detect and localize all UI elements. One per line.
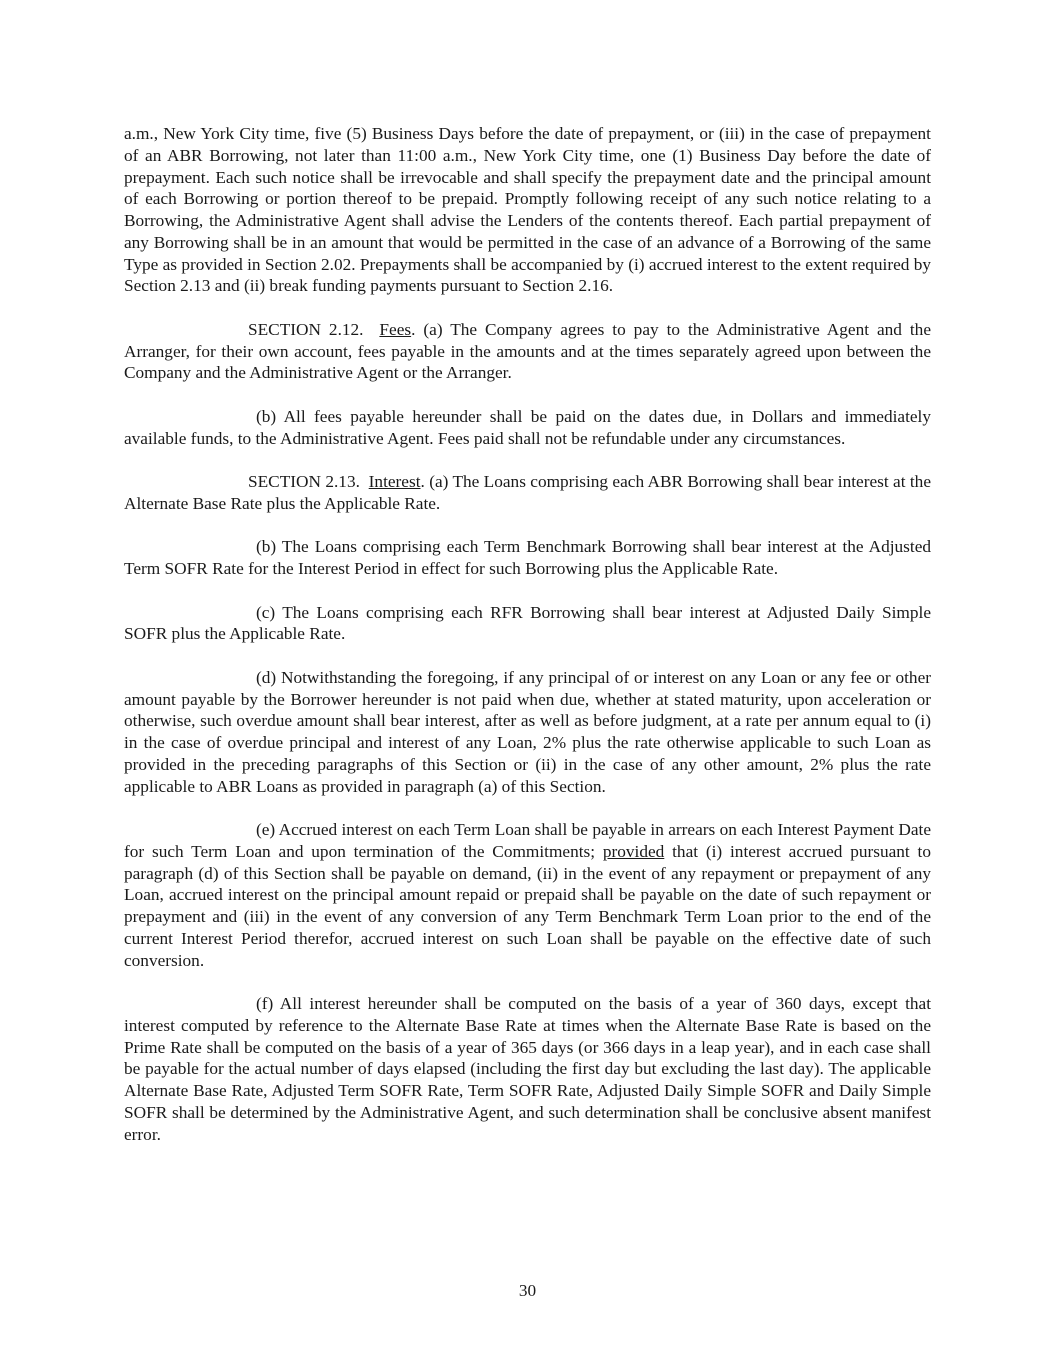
section-2-13-interest (124, 471, 931, 515)
section-body: . (a) The Company agrees to pay to the Administrative Agent and the Arranger, for their own account, fees payable in the amounts and at the times separately agreed upon between the Company and the Administrative Agent or the Arranger. (124, 319, 931, 383)
page-number: 30 (518, 1281, 537, 1300)
section-title: Interest (368, 472, 421, 491)
paragraph-2-13-e (124, 819, 931, 971)
section-number: SECTION 2.13. (248, 472, 360, 491)
provided-term: provided (602, 841, 665, 861)
section-title: Fees (379, 319, 412, 339)
section-number: SECTION 2.12. (248, 319, 364, 339)
paragraph-prepayment-continued: a.m., New York City time, five (5) Business Days before the date of prepayment, or (iii) in the case of prepayment of an ABR Borrowing, not later than 11:00 a.m., New York City time, one (1) Business Day before the date of prepayment. Each such notice shall be irrevocable and shall specify the prepayment date and the principal amount of each Borrowing or portion thereof to be prepaid. Promptly following receipt of any such notice relating to a Borrowing, the Administrative Agent shall advise the Lenders of the contents thereof. Each partial prepayment of any Borrowing shall be in an amount that would be permitted in the case of an advance of a Borrowing of the same Type as provided in Section 2.02. Prepayments shall be accompanied by (i) accrued interest to the extent required by Section 2.13 and (ii) break funding payments pursuant to Section 2.16. (124, 124, 931, 296)
document-page (124, 123, 931, 1167)
paragraph-2-13-b: (b) The Loans comprising each Term Benchmark Borrowing shall bear interest at the Adjusted Term SOFR Rate for the Interest Period in effect for such Borrowing plus the Applicable Rate. (124, 537, 931, 578)
section-body: . (a) The Loans comprising each ABR Borrowing shall bear interest at the Alternate Base Rate plus the Applicable Rate. (124, 472, 931, 513)
section-2-12-fees (124, 319, 931, 384)
paragraph-2-13-c: (c) The Loans comprising each RFR Borrowing shall bear interest at Adjusted Daily Simple SOFR plus the Applicable Rate. (124, 602, 931, 644)
paragraph-2-13-d: (d) Notwithstanding the foregoing, if any principal of or interest on any Loan or any fee or other amount payable by the Borrower hereunder is not paid when due, whether at stated maturity, upon acceleration or otherwise, such overdue amount shall bear interest, after as well as before judgment, at a rate per annum equal to (i) in the case of overdue principal and interest of any Loan, 2% plus the rate otherwise applicable to such Loan as provided in the preceding paragraphs of this Section or (ii) in the case of any other amount, 2% plus the rate applicable to ABR Loans as provided in paragraph (a) of this Section. (124, 667, 931, 796)
paragraph-2-12-b: (b) All fees payable hereunder shall be paid on the dates due, in Dollars and immediately available funds, to the Administrative Agent. Fees paid shall not be refundable under any circumstances. (124, 406, 931, 448)
paragraph-text: (e) Accrued interest on each Term Loan shall be payable in arrears on each Interest Payment Date for such Term Loan and upon termination of the Commitments; (124, 820, 931, 861)
paragraph-text: that (i) interest accrued pursuant to paragraph (d) of this Section shall be payable on demand, (ii) in the event of any repayment or prepayment of any Loan, accrued interest on the principal amount repaid or prepaid shall be payable on the date of such repayment or prepayment and (iii) in the event of any conversion of any Term Benchmark Term Loan prior to the end of the current Interest Period therefor, accrued interest on such Loan shall be payable on the effective date of such conversion. (124, 841, 931, 970)
paragraph-2-13-f: (f) All interest hereunder shall be computed on the basis of a year of 360 days, except that interest computed by reference to the Alternate Base Rate at times when the Alternate Base Rate is based on the Prime Rate shall be computed on the basis of a year of 365 days (or 366 days in a leap year), and in each case shall be payable for the actual number of days elapsed (including the first day but excluding the last day). The applicable Alternate Base Rate, Adjusted Term SOFR Rate, Term SOFR Rate, Adjusted Daily Simple SOFR and Daily Simple SOFR shall be determined by the Administrative Agent, and such determination shall be conclusive absent manifest error. (124, 994, 931, 1144)
